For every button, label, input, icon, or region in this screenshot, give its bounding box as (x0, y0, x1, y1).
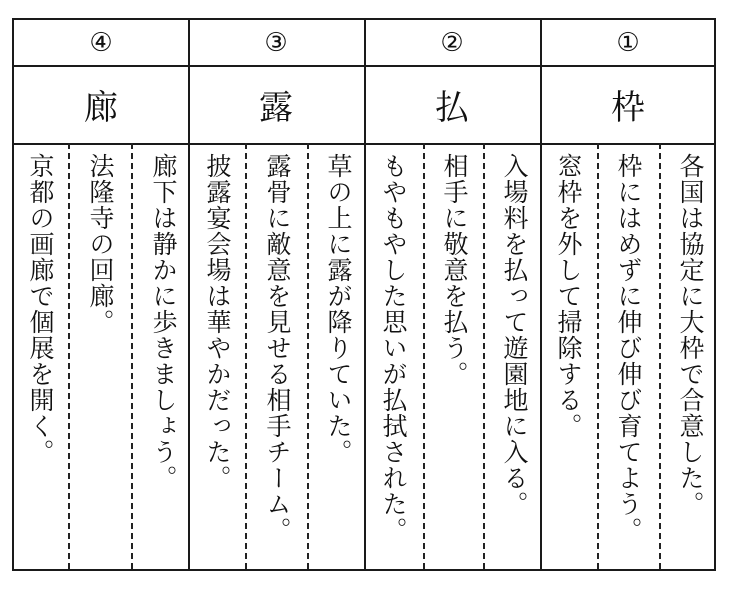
sentence-4-1: 廊下は静かに歩きましょう。 (149, 153, 178, 491)
column-number-3: ③ (264, 27, 288, 58)
sentence-4-3: 京都の画廊で個展を開く。 (26, 153, 55, 465)
sentence-3-1: 草の上に露が降りていた。 (324, 153, 353, 465)
column-number-2: ② (440, 27, 464, 58)
line-divider (659, 143, 661, 569)
line-divider (131, 143, 133, 569)
column-kanji-3: 露 (259, 87, 293, 128)
line-divider (68, 143, 70, 569)
sentence-2-2: 相手に敬意を払う。 (440, 153, 469, 387)
line-divider (245, 143, 247, 569)
sentence-4-2: 法隆寺の回廊。 (86, 153, 115, 335)
column-kanji-1: 枠 (611, 87, 645, 128)
sentence-3-3: 披露宴会場は華やかだった。 (203, 153, 232, 491)
sentence-2-1: 入場料を払って遊園地に入る。 (500, 153, 529, 517)
column-number-1: ① (616, 27, 640, 58)
line-divider (483, 143, 485, 569)
line-divider (307, 143, 309, 569)
sentence-1-2: 枠にはめずに伸び伸び育てよう。 (614, 153, 643, 543)
sentence-area (14, 143, 714, 569)
sentence-1-3: 窓枠を外して掃除する。 (554, 153, 583, 439)
line-divider (423, 143, 425, 569)
line-divider (597, 143, 599, 569)
kanji-worksheet (12, 18, 716, 571)
sentence-2-3: もやもやした思いが払拭された。 (379, 153, 408, 543)
column-number-4: ④ (89, 27, 113, 58)
column-kanji-2: 払 (435, 87, 469, 128)
column-kanji-4: 廊 (84, 87, 118, 128)
sentence-3-2: 露骨に敵意を見せる相手チーム。 (263, 153, 292, 543)
sentence-1-1: 各国は協定に大枠で合意した。 (676, 153, 705, 517)
